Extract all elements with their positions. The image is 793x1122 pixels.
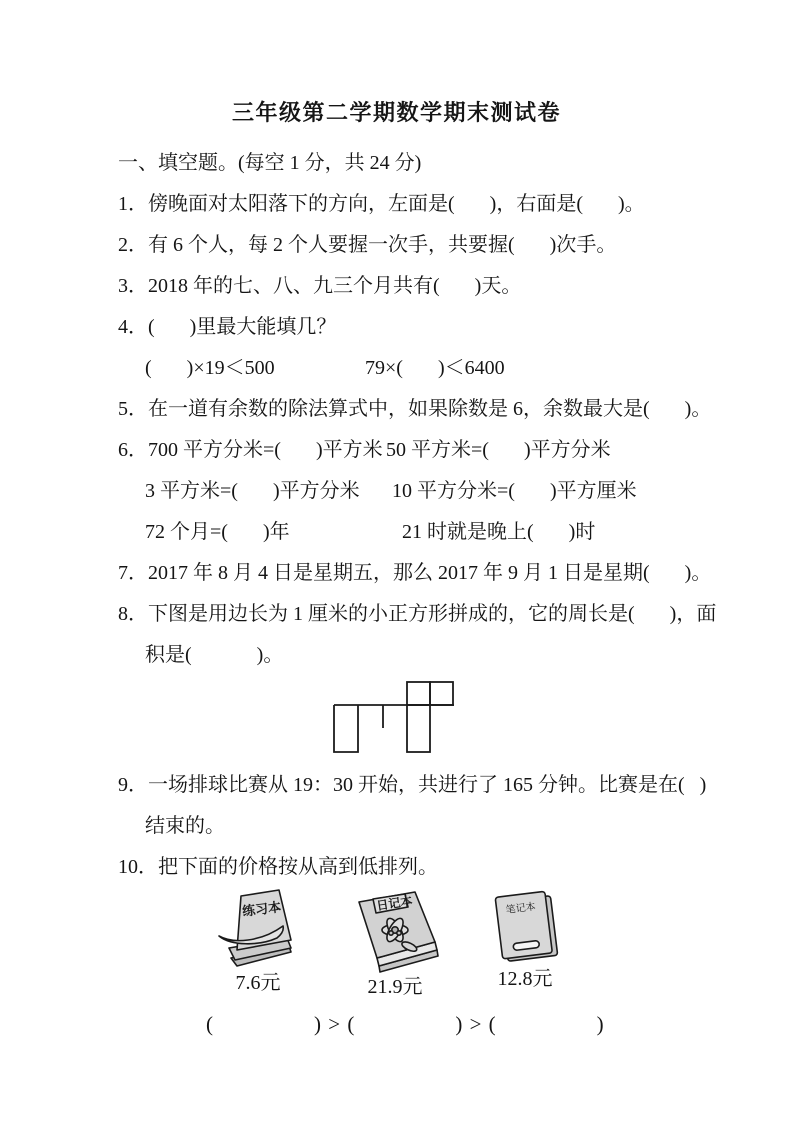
question-6-subline-2 [145, 512, 675, 553]
notebook-illustration [485, 888, 565, 966]
question-8-line-2: 积是( )。 [145, 644, 284, 666]
q4-expression-right: 79×( )＜6400 [365, 357, 505, 379]
q6-conversion-right: 50 平方米=( )平方分米 [386, 439, 611, 461]
question-9-line-1: 9．一场排球比赛从 19：30 开始，共进行了 165 分钟。比赛是在( ) [118, 774, 707, 796]
question-5: 5．在一道有余数的除法算式中，如果除数是 6，余数最大是( )。 [118, 398, 712, 420]
ordering-blanks-line: ( ) > ( ) > ( ) [206, 1012, 605, 1036]
price-items-row [118, 888, 675, 1000]
question-1: 1．傍晚面对太阳落下的方向，左面是( )，右面是( )。 [118, 193, 645, 215]
item-notebook [485, 888, 565, 992]
q6-sub1-right: 10 平方分米=( )平方厘米 [392, 480, 637, 502]
q6-sub1-left: 3 平方米=( )平方分米 [145, 480, 360, 502]
exercise-book-illustration [213, 888, 303, 970]
q4-expression-left: ( )×19＜500 [145, 357, 275, 379]
question-9-line-2: 结束的。 [145, 815, 225, 837]
notebook-label: 笔记本 [505, 901, 537, 917]
section-heading-fill-in-blanks: 一、填空题。(每空 1 分，共 24 分) [118, 152, 422, 174]
diary-book-illustration [345, 888, 445, 974]
question-4-expressions [145, 348, 675, 389]
q6-sub2-right: 21 时就是晚上( )时 [402, 521, 596, 543]
q6-number: 6． [118, 439, 148, 461]
exercise-book-label: 练习本 [241, 899, 282, 919]
q8-grid-figure [332, 680, 675, 754]
question-6-subline-1 [145, 471, 675, 512]
question-3: 3．2018 年的七、八、九三个月共有( )天。 [118, 275, 522, 297]
page-title: 三年级第二学期数学期末测试卷 [231, 100, 561, 125]
item-diary-book [345, 888, 445, 1000]
question-7: 7．2017 年 8 月 4 日是星期五，那么 2017 年 9 月 1 日是星期( )。 [118, 562, 712, 584]
question-8-line-1: 8．下图是用边长为 1 厘米的小正方形拼成的，它的周长是( )，面 [118, 603, 717, 625]
question-4: 4．( )里最大能填几？ [118, 316, 337, 338]
q6-conversion-left: 700 平方分米=( )平方米 [148, 439, 383, 461]
diary-book-label: 日记本 [375, 893, 414, 914]
price-label-exercise-book: 7.6元 [235, 972, 281, 994]
question-10: 10．把下面的价格按从高到低排列。 [118, 856, 438, 878]
price-label-notebook: 12.8元 [497, 968, 553, 990]
question-6 [118, 430, 675, 471]
item-exercise-book [213, 888, 303, 996]
question-2: 2．有 6 个人，每 2 个人要握一次手，共要握( )次手。 [118, 234, 617, 256]
price-label-diary-book: 21.9元 [367, 976, 423, 998]
unit-square-shape-svg [332, 680, 456, 754]
q6-sub2-left: 72 个月=( )年 [145, 521, 290, 543]
